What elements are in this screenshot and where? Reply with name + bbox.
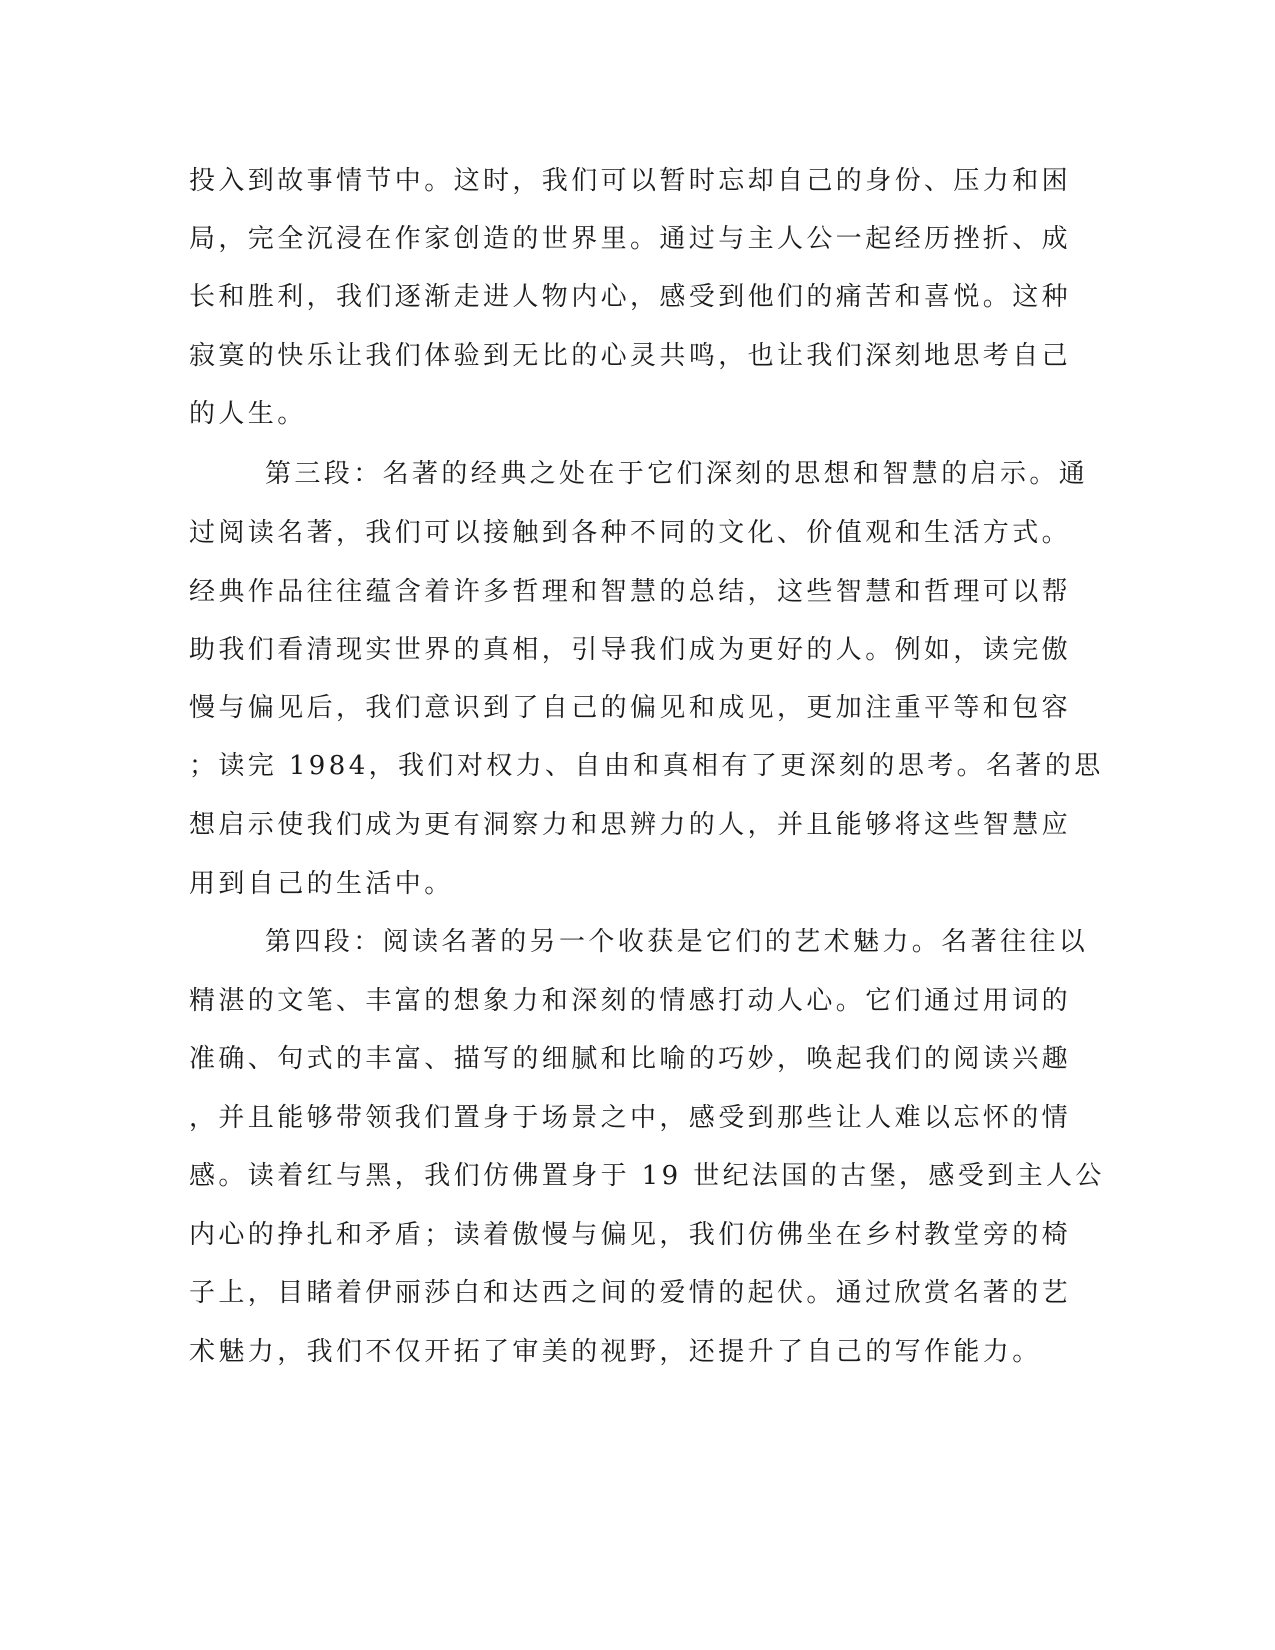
text-line: 慢与偏见后，我们意识到了自己的偏见和成见，更加注重平等和包容 [189, 693, 1072, 723]
text-line: 内心的挣扎和矛盾；读着傲慢与偏见，我们仿佛坐在乡村教堂旁的椅 [189, 1220, 1072, 1250]
text-line: 过阅读名著，我们可以接触到各种不同的文化、价值观和生活方式。 [189, 518, 1072, 548]
text-line: 经典作品往往蕴含着许多哲理和智慧的总结，这些智慧和哲理可以帮 [189, 577, 1072, 607]
text-line: 投入到故事情节中。这时，我们可以暂时忘却自己的身份、压力和困 [189, 166, 1072, 196]
text-line: 准确、句式的丰富、描写的细腻和比喻的巧妙，唤起我们的阅读兴趣 [189, 1044, 1072, 1074]
text-line: 用到自己的生活中。 [189, 869, 454, 899]
text-line: ；读完 1984，我们对权力、自由和真相有了更深刻的思考。名著的思 [189, 751, 1104, 781]
paragraph-first-line: 第三段：名著的经典之处在于它们深刻的思想和智慧的启示。通 [265, 459, 1089, 489]
text-line: 的人生。 [189, 399, 307, 429]
text-line: ，并且能够带领我们置身于场景之中，感受到那些让人难以忘怀的情 [189, 1103, 1072, 1133]
text-line: 精湛的文笔、丰富的想象力和深刻的情感打动人心。它们通过用词的 [189, 986, 1072, 1016]
text-line: 想启示使我们成为更有洞察力和思辨力的人，并且能够将这些智慧应 [189, 810, 1072, 840]
text-line: 局，完全沉浸在作家创造的世界里。通过与主人公一起经历挫折、成 [189, 224, 1072, 254]
text-line: 长和胜利，我们逐渐走进人物内心，感受到他们的痛苦和喜悦。这种 [189, 282, 1072, 312]
text-line: 感。读着红与黑，我们仿佛置身于 19 世纪法国的古堡，感受到主人公 [189, 1161, 1105, 1191]
text-line: 子上，目睹着伊丽莎白和达西之间的爱情的起伏。通过欣赏名著的艺 [189, 1278, 1072, 1308]
text-line: 术魅力，我们不仅开拓了审美的视野，还提升了自己的写作能力。 [189, 1337, 1042, 1367]
text-line: 助我们看清现实世界的真相，引导我们成为更好的人。例如，读完傲 [189, 635, 1072, 665]
paragraph-first-line: 第四段：阅读名著的另一个收获是它们的艺术魅力。名著往往以 [265, 927, 1089, 957]
text-line: 寂寞的快乐让我们体验到无比的心灵共鸣，也让我们深刻地思考自己 [189, 341, 1072, 371]
